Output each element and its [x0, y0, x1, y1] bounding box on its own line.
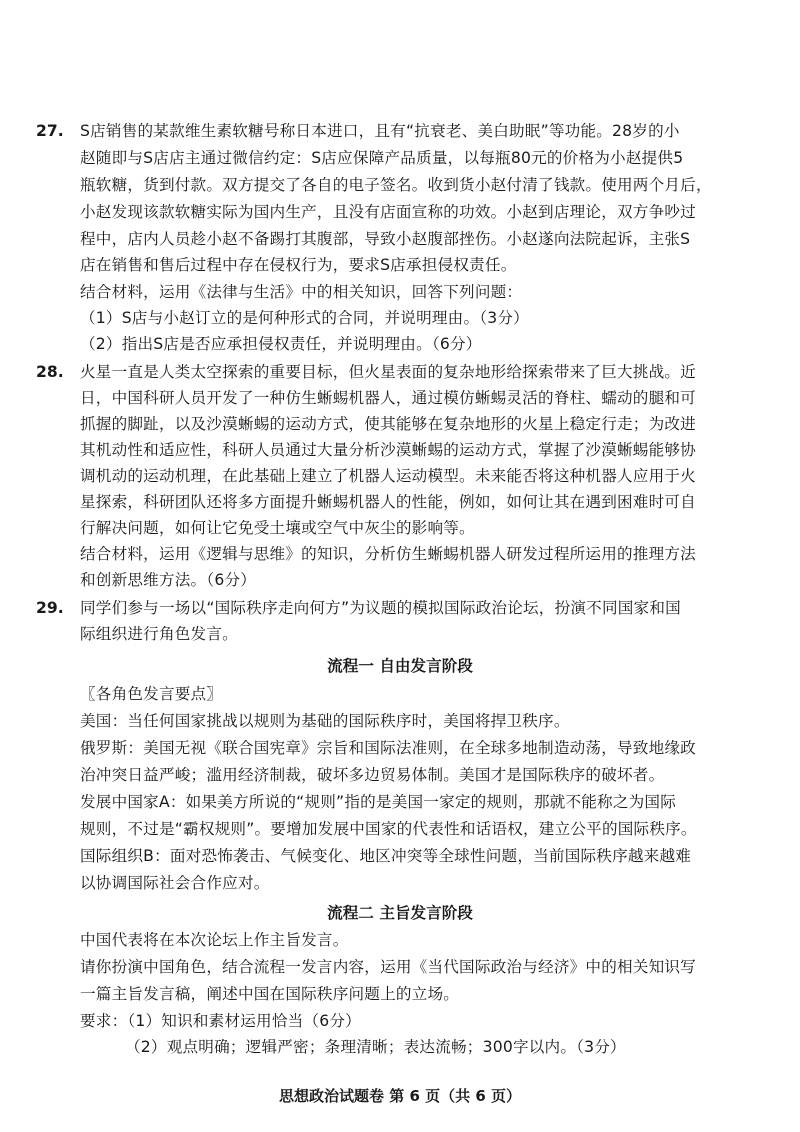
- speech-russia: 治冲突日益严峻；滥用经济制裁，破坏多边贸易体制。美国才是国际秩序的破坏者。: [80, 766, 665, 784]
- q28-line: 调机动的运动机理，在此基础上建立了机器人运动模型。未来能否将这种机器人应用于火: [80, 467, 696, 485]
- question-28-number: 28.: [36, 363, 64, 381]
- speech-points-heading: 〖各角色发言要点〗: [80, 685, 223, 703]
- stage-1-title: 流程一 自由发言阶段: [327, 657, 473, 675]
- q29-stage2-line: 一篇主旨发言稿，阐述中国在国际秩序问题上的立场。: [80, 985, 460, 1003]
- q27-line: S店销售的某款维生素软糖号称日本进口，且有“抗衰老、美白助眠”等功能。28岁的小: [80, 122, 680, 140]
- speech-international-org-b: 国际组织B：面对恐怖袭击、气候变化、地区冲突等全球性问题，当前国际秩序越来越难: [80, 847, 692, 865]
- q29-line: 际组织进行角色发言。: [80, 625, 238, 643]
- q27-line: 店在销售和售后过程中存在侵权行为，要求S店承担侵权责任。: [80, 256, 517, 274]
- q28-instruction: 和创新思维方法。（6分）: [80, 571, 257, 589]
- q29-requirement-2: （2）观点明确；逻辑严密；条理清晰；表达流畅；300字以内。（3分）: [125, 1038, 626, 1056]
- q27-subquestion-2: （2）指出S店是否应承担侵权责任，并说明理由。（6分）: [80, 335, 482, 353]
- speech-russia: 俄罗斯：美国无视《联合国宪章》宗旨和国际法准则，在全球多地制造动荡，导致地缘政: [80, 739, 696, 757]
- q27-line: 小赵发现该款软糖实际为国内生产，且没有店面宣称的功效。小赵到店理论，双方争吵过: [80, 203, 696, 221]
- q27-line: 瓶软糖，货到付款。双方提交了各自的电子签名。收到货小赵付清了钱款。使用两个月后，: [80, 176, 712, 194]
- speech-developing-country-a: 规则，不过是“霸权规则”。要增加发展中国家的代表性和话语权，建立公平的国际秩序。: [80, 820, 697, 838]
- q28-line: 其机动性和适应性，科研人员通过大量分析沙漠蜥蜴的运动方式，掌握了沙漠蜥蜴能够协: [80, 441, 696, 459]
- question-29-number: 29.: [36, 599, 64, 617]
- q27-instruction: 结合材料，运用《法律与生活》中的相关知识，回答下列问题：: [80, 283, 523, 301]
- speech-usa: 美国：当任何国家挑战以规则为基础的国际秩序时，美国将捍卫秩序。: [80, 712, 570, 730]
- stage-2-title: 流程二 主旨发言阶段: [327, 904, 473, 922]
- q28-line: 行解决问题，如何让它免受土壤或空气中灰尘的影响等。: [80, 519, 475, 537]
- speech-international-org-b: 以协调国际社会合作应对。: [80, 874, 270, 892]
- page-footer: 思想政治试题卷 第 6 页（共 6 页）: [279, 1087, 521, 1105]
- q29-line: 同学们参与一场以“国际秩序走向何方”为议题的模拟国际政治论坛，扮演不同国家和国: [80, 599, 681, 617]
- q27-line: 程中，店内人员趁小赵不备踢打其腹部，导致小赵腹部挫伤。小赵遂向法院起诉，主张S: [80, 230, 691, 248]
- q28-line: 抓握的脚趾，以及沙漠蜥蜴的运动方式，使其能够在复杂地形的火星上稳定行走；为改进: [80, 415, 696, 433]
- q27-subquestion-1: （1）S店与小赵订立的是何种形式的合同，并说明理由。（3分）: [80, 309, 529, 327]
- q29-stage2-line: 中国代表将在本次论坛上作主旨发言。: [80, 931, 349, 949]
- q27-line: 赵随即与S店店主通过微信约定：S店应保障产品质量，以每瓶80元的价格为小赵提供5: [80, 149, 684, 167]
- q28-line: 星探索，科研团队还将多方面提升蜥蜴机器人的性能，例如，如何让其在遇到困难时可自: [80, 493, 696, 511]
- question-27-number: 27.: [36, 122, 64, 140]
- q28-line: 火星一直是人类太空探索的重要目标，但火星表面的复杂地形给探索带来了巨大挑战。近: [80, 363, 696, 381]
- q28-instruction: 结合材料，运用《逻辑与思维》的知识，分析仿生蜥蜴机器人研发过程所运用的推理方法: [80, 545, 696, 563]
- q28-line: 日，中国科研人员开发了一种仿生蜥蜴机器人，通过模仿蜥蜴灵活的脊柱、蠕动的腿和可: [80, 389, 696, 407]
- speech-developing-country-a: 发展中国家A：如果美方所说的“规则”指的是美国一家定的规则，那就不能称之为国际: [80, 793, 676, 811]
- q29-requirement-1: 要求：（1）知识和素材运用恰当（6分）: [80, 1012, 361, 1030]
- q29-stage2-line: 请你扮演中国角色，结合流程一发言内容，运用《当代国际政治与经济》中的相关知识写: [80, 958, 696, 976]
